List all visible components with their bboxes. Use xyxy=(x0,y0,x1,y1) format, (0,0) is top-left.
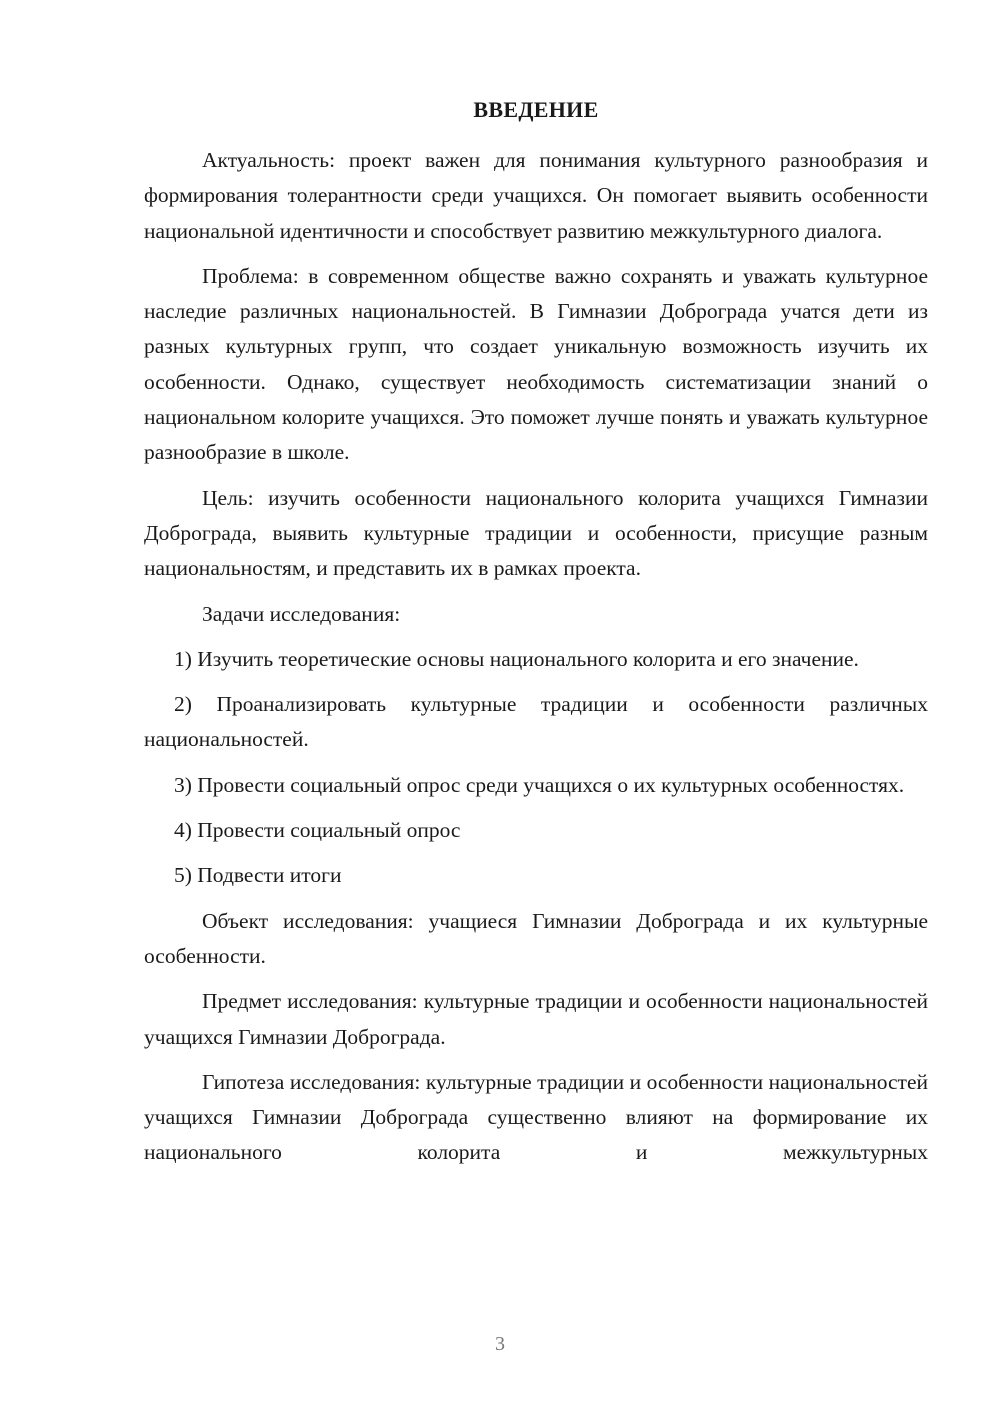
page-number: 3 xyxy=(495,1333,505,1355)
document-page xyxy=(144,95,928,1181)
paragraph-object: Объект исследования: учащиеся Гимназии Доброграда и их культурные особенности. xyxy=(144,908,928,968)
paragraph-relevance: Актуальность: проект важен для понимания культурного разнообразия и формирования толерантности среди учащихся. Он помогает выявить особенности национальной идентичности и способствует развитию межкультурного диалога. xyxy=(144,148,928,243)
paragraph-hypothesis: Гипотеза исследования: культурные традиции и особенности национальностей учащихся Гимназии Доброграда существенно влияют на формирование их национального колорита и межкультурных xyxy=(144,1069,928,1165)
paragraph-tasks-title: Задачи исследования: xyxy=(202,601,401,626)
task-item-2: 2) Проанализировать культурные традиции и особенности различных национальностей. xyxy=(144,692,928,752)
task-item-3: 3) Провести социальный опрос среди учащихся о их культурных особенностях. xyxy=(174,772,905,797)
section-heading: ВВЕДЕНИЕ xyxy=(473,97,599,122)
task-item-4: 4) Провести социальный опрос xyxy=(174,818,461,843)
paragraph-subject: Предмет исследования: культурные традиции и особенности национальностей учащихся Гимназии Доброграда. xyxy=(144,989,928,1049)
task-item-1: 1) Изучить теоретические основы национального колорита и его значение. xyxy=(174,646,859,671)
paragraph-problem: Проблема: в современном обществе важно сохранять и уважать культурное наследие различных национальностей. В Гимназии Доброграда учатся дети из разных культурных групп, что создает уникальную возможность изучить их особенности. Однако, существует необходимость систематизации знаний о национальном колорите учащихся. Это поможет лучше понять и уважать культурное разнообразие в школе. xyxy=(144,263,928,465)
paragraph-goal: Цель: изучить особенности национального колорита учащихся Гимназии Доброграда, выявить культурные традиции и особенности, присущие разным национальностям, и представить их в рамках проекта. xyxy=(144,485,928,581)
task-item-5: 5) Подвести итоги xyxy=(174,863,342,888)
